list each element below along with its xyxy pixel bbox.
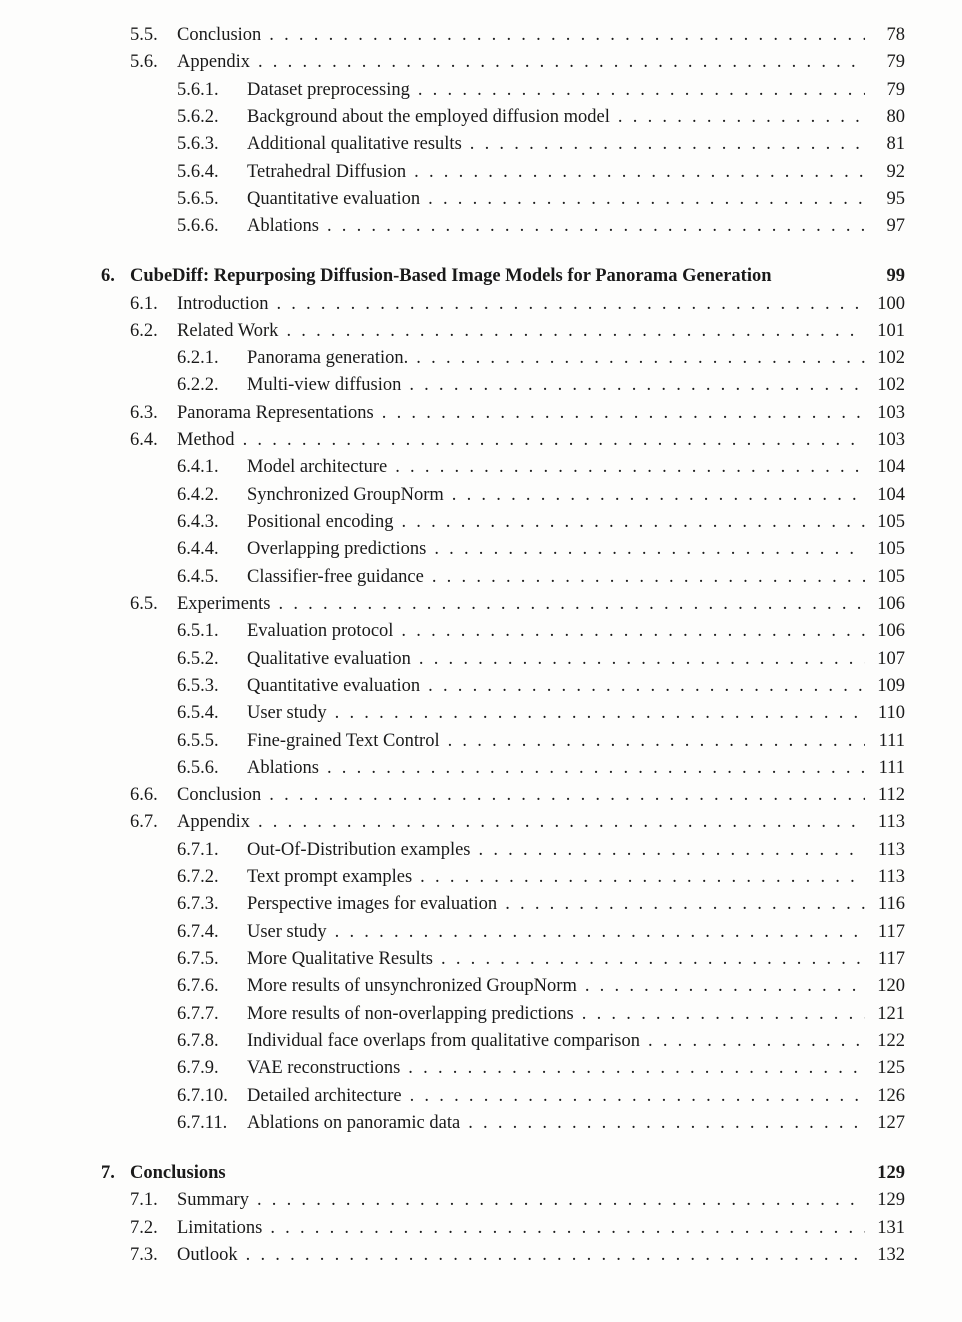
- toc-dot-leader: [582, 1001, 865, 1028]
- toc-dot-leader: [618, 104, 865, 131]
- toc-entry-title: Perspective images for evaluation: [247, 894, 498, 915]
- toc-entry-number: 6.7.11.: [177, 1112, 228, 1133]
- toc-entry-number: 6.5.4.: [177, 703, 219, 724]
- toc-entry-title: Appendix: [177, 812, 250, 833]
- toc-entry-number: 6.5.3.: [177, 675, 219, 696]
- toc-entry-number: 6.7.: [130, 812, 158, 833]
- toc-dot-leader: [401, 509, 865, 536]
- toc-entry[interactable]: [177, 728, 905, 755]
- toc-dot-leader: [441, 946, 865, 973]
- toc-entry[interactable]: [130, 591, 905, 618]
- toc-entry[interactable]: [177, 536, 905, 563]
- toc-entry-number: 5.6.6.: [177, 216, 219, 237]
- toc-entry[interactable]: [130, 400, 905, 427]
- toc-entry-number: 5.5.: [130, 25, 158, 45]
- toc-dot-leader: [270, 1215, 865, 1242]
- toc-entry-number: 6.7.10.: [177, 1085, 228, 1106]
- toc-entry-number: 6.7.4.: [177, 921, 219, 942]
- toc-entry-number: 6.2.1.: [177, 348, 219, 369]
- toc-entry[interactable]: [177, 372, 905, 399]
- toc-entry-page: 121: [877, 1003, 905, 1024]
- toc-dot-leader: [335, 700, 865, 727]
- toc-entry[interactable]: [177, 454, 905, 481]
- toc-entry[interactable]: [177, 946, 905, 973]
- toc-entry-number: 6.5.6.: [177, 757, 219, 778]
- toc-dot-leader: [409, 372, 865, 399]
- toc-entry-title: Quantitative evaluation: [247, 675, 421, 696]
- toc-entry-number: 6.7.5.: [177, 949, 219, 969]
- toc-entry[interactable]: [101, 1160, 905, 1187]
- toc-dot-leader: [448, 728, 865, 755]
- toc-dot-leader: [505, 891, 865, 918]
- toc-entry-title: Individual face overlaps from qualitative comparison: [247, 1030, 640, 1051]
- toc-dot-leader: [258, 49, 865, 76]
- toc-entry[interactable]: [177, 864, 905, 891]
- toc-entry-page: 103: [877, 430, 905, 451]
- toc-entry[interactable]: [177, 1110, 905, 1137]
- toc-dot-leader: [479, 837, 866, 864]
- toc-entry[interactable]: [177, 1055, 905, 1082]
- toc-dot-leader: [258, 809, 865, 836]
- toc-entry-title: More results of non-overlapping predictions: [247, 1003, 574, 1024]
- toc-entry[interactable]: [177, 104, 905, 131]
- toc-entry[interactable]: [177, 77, 905, 104]
- toc-entry-page: 104: [877, 484, 905, 505]
- toc-entry[interactable]: [130, 1187, 905, 1214]
- toc-entry-number: 6.4.: [130, 430, 158, 451]
- toc-dot-leader: [585, 973, 865, 1000]
- toc-entry-number: 7.3.: [130, 1244, 158, 1265]
- toc-entry[interactable]: [177, 755, 905, 782]
- toc-entry[interactable]: [177, 646, 905, 673]
- toc-entry-title: Text prompt examples: [247, 867, 413, 888]
- toc-entry-title: Appendix: [177, 52, 250, 73]
- toc-dot-leader: [414, 159, 865, 186]
- toc-dot-leader: [408, 1055, 865, 1082]
- toc-entry-title: Additional qualitative results: [247, 134, 462, 155]
- toc-entry-page: 81: [886, 134, 905, 155]
- toc-entry-page: 78: [886, 25, 905, 45]
- toc-dot-leader: [419, 646, 865, 673]
- toc-entry-title: Evaluation protocol: [247, 621, 394, 642]
- toc-entry-number: 6.4.5.: [177, 566, 219, 587]
- toc-dot-leader: [410, 1083, 865, 1110]
- toc-entry-title: Detailed architecture: [247, 1085, 402, 1106]
- toc-entry-number: 6.4.1.: [177, 457, 219, 478]
- toc-entry[interactable]: [177, 673, 905, 700]
- toc-entry-number: 6.: [101, 266, 115, 287]
- toc-entry[interactable]: [177, 1001, 905, 1028]
- toc-entry-title: Method: [177, 430, 235, 451]
- toc-entry[interactable]: [177, 891, 905, 918]
- toc-entry-title: Conclusion: [177, 25, 262, 45]
- toc-entry[interactable]: [177, 482, 905, 509]
- toc-dot-leader: [428, 186, 865, 213]
- toc-entry[interactable]: [130, 291, 905, 318]
- toc-entry-number: 6.7.9.: [177, 1058, 219, 1079]
- toc-entry-title: Introduction: [177, 293, 269, 314]
- toc-entry-title: Fine-grained Text Control: [247, 730, 440, 751]
- toc-entry-number: 6.5.5.: [177, 730, 219, 751]
- toc-entry-number: 5.6.: [130, 52, 158, 73]
- toc-entry[interactable]: [177, 345, 905, 372]
- toc-entry-title: Ablations: [247, 216, 319, 237]
- toc-entry-title: Classifier-free guidance: [247, 566, 424, 587]
- toc-entry-page: 102: [877, 348, 905, 369]
- toc-entry-number: 7.1.: [130, 1190, 158, 1211]
- toc-dot-leader: [276, 291, 865, 318]
- toc-entry[interactable]: [130, 427, 905, 454]
- toc-entry-number: 5.6.2.: [177, 106, 219, 127]
- toc-entry[interactable]: [130, 318, 905, 345]
- toc-entry-number: 6.7.7.: [177, 1003, 219, 1024]
- toc-entry-page: 111: [878, 757, 905, 778]
- toc-entry-page: 117: [877, 921, 905, 942]
- toc-entry-number: 6.7.3.: [177, 894, 219, 915]
- toc-entry-title: Qualitative evaluation: [247, 648, 411, 669]
- toc-entry-title: Background about the employed diffusion model: [247, 106, 610, 127]
- toc-entry-number: 6.7.1.: [177, 839, 219, 860]
- toc-entry-page: 110: [877, 703, 905, 724]
- toc-entry-page: 103: [877, 402, 905, 423]
- toc-entry-page: 79: [886, 79, 905, 100]
- toc-dot-leader: [382, 400, 865, 427]
- toc-dot-leader: [401, 618, 865, 645]
- toc-entry[interactable]: [130, 22, 905, 49]
- toc-entry[interactable]: [177, 973, 905, 1000]
- toc-entry-number: 6.6.: [130, 785, 158, 806]
- toc-entry-page: 79: [886, 52, 905, 73]
- toc-dot-leader: [434, 536, 865, 563]
- toc-entry-number: 5.6.4.: [177, 161, 219, 182]
- toc-dot-leader: [246, 1242, 865, 1269]
- toc-dot-leader: [452, 482, 865, 509]
- toc-entry-page: 113: [877, 812, 905, 833]
- toc-dot-leader: [416, 345, 865, 372]
- toc-entry[interactable]: [130, 782, 905, 809]
- toc-entry-title: Conclusion: [177, 785, 262, 806]
- toc-entry-page: 112: [877, 785, 905, 806]
- toc-entry-page: 113: [877, 839, 905, 860]
- toc-dot-leader: [335, 919, 865, 946]
- toc-entry-title: Quantitative evaluation: [247, 188, 421, 209]
- toc-entry-title: Ablations: [247, 757, 319, 778]
- toc-dot-leader: [395, 454, 865, 481]
- toc-entry-page: 105: [877, 539, 905, 560]
- toc-entry[interactable]: [101, 263, 905, 290]
- toc-entry-number: 6.2.: [130, 320, 158, 341]
- toc-entry[interactable]: [177, 186, 905, 213]
- toc-entry-number: 6.5.1.: [177, 621, 219, 642]
- toc-entry-page: 106: [877, 621, 905, 642]
- toc-entry-page: 97: [886, 216, 905, 237]
- toc-entry[interactable]: [177, 1083, 905, 1110]
- toc-entry[interactable]: [177, 564, 905, 591]
- toc-dot-leader: [327, 755, 865, 782]
- toc-entry-page: 100: [877, 293, 905, 314]
- toc-entry-number: 6.4.3.: [177, 512, 219, 532]
- toc-entry-page: 92: [886, 161, 905, 182]
- toc-entry-page: 116: [877, 894, 905, 915]
- toc-entry-title: Out-Of-Distribution examples: [247, 839, 471, 860]
- toc-entry[interactable]: [177, 1028, 905, 1055]
- toc-entry-title: Multi-view diffusion: [247, 375, 402, 396]
- toc-entry-page: 95: [886, 188, 905, 209]
- toc-entry-number: 5.6.3.: [177, 134, 219, 155]
- toc-entry-number: 6.5.2.: [177, 648, 219, 669]
- toc-entry-title: Outlook: [177, 1244, 238, 1265]
- toc-dot-leader: [420, 864, 865, 891]
- toc-dot-leader: [269, 22, 865, 49]
- toc-entry[interactable]: [130, 1215, 905, 1242]
- toc-entry-title: CubeDiff: Repurposing Diffusion-Based Image Models for Panorama Generation: [130, 266, 772, 287]
- toc-entry-number: 6.7.6.: [177, 976, 219, 997]
- toc-entry-page: 111: [878, 730, 905, 751]
- toc-entry-number: 7.: [101, 1162, 115, 1183]
- toc-entry-page: 117: [877, 949, 905, 969]
- toc-entry[interactable]: [130, 49, 905, 76]
- toc-entry-title: Overlapping predictions: [247, 539, 427, 560]
- toc-entry-title: More results of unsynchronized GroupNorm: [247, 976, 577, 997]
- toc-entry-number: 7.2.: [130, 1217, 158, 1238]
- toc-entry-page: 122: [877, 1030, 905, 1051]
- toc-entry[interactable]: [130, 809, 905, 836]
- toc-entry-number: 6.4.2.: [177, 484, 219, 505]
- toc-entry-number: 6.5.: [130, 593, 158, 614]
- toc-entry-title: User study: [247, 703, 327, 724]
- toc-entry-title: Panorama Representations: [177, 402, 374, 423]
- toc-entry-title: Related Work: [177, 320, 279, 341]
- toc-dot-leader: [286, 318, 865, 345]
- toc-entry-title: Tetrahedral Diffusion: [247, 161, 407, 182]
- toc-entry-title: Dataset preprocessing: [247, 79, 410, 100]
- toc-entry-page: 105: [877, 512, 905, 532]
- toc-entry-page: 132: [877, 1244, 905, 1265]
- toc-dot-leader: [327, 213, 865, 240]
- toc-entry[interactable]: [177, 919, 905, 946]
- toc-entry-title: Summary: [177, 1190, 249, 1211]
- toc-entry-number: 6.3.: [130, 402, 158, 423]
- toc-entry[interactable]: [177, 131, 905, 158]
- toc-entry-page: 129: [877, 1190, 905, 1211]
- toc-dot-leader: [648, 1028, 865, 1055]
- toc-entry[interactable]: [177, 837, 905, 864]
- toc-list: [101, 22, 905, 1269]
- toc-entry-page: 113: [877, 867, 905, 888]
- toc-dot-leader: [470, 131, 865, 158]
- toc-entry[interactable]: [177, 618, 905, 645]
- toc-entry-page: 99: [886, 266, 905, 287]
- toc-entry-title: Ablations on panoramic data: [247, 1112, 461, 1133]
- toc-entry-title: Synchronized GroupNorm: [247, 484, 444, 505]
- toc-entry-title: Model architecture: [247, 457, 388, 478]
- toc-entry-page: 80: [886, 106, 905, 127]
- toc-entry-page: 125: [877, 1058, 905, 1079]
- toc-dot-leader: [418, 77, 865, 104]
- toc-dot-leader: [257, 1187, 865, 1214]
- toc-entry-number: 5.6.5.: [177, 188, 219, 209]
- toc-dot-leader: [432, 564, 865, 591]
- toc-entry[interactable]: [130, 1242, 905, 1269]
- toc-entry-title: Experiments: [177, 593, 271, 614]
- toc-entry-title: Limitations: [177, 1217, 263, 1238]
- toc-entry-page: 126: [877, 1085, 905, 1106]
- toc-entry-title: Panorama generation.: [247, 348, 409, 369]
- toc-entry-page: 101: [877, 320, 905, 341]
- toc-entry-page: 107: [877, 648, 905, 669]
- toc-entry-page: 104: [877, 457, 905, 478]
- toc-entry-page: 127: [877, 1112, 905, 1133]
- toc-entry-number: 6.2.2.: [177, 375, 219, 396]
- toc-entry-page: 120: [877, 976, 905, 997]
- toc-entry-page: 109: [877, 675, 905, 696]
- toc-entry-title: VAE reconstructions: [247, 1058, 401, 1079]
- toc-entry-number: 6.1.: [130, 293, 158, 314]
- toc-entry-title: User study: [247, 921, 327, 942]
- toc-entry-number: 5.6.1.: [177, 79, 219, 100]
- toc-entry-title: Positional encoding: [247, 512, 394, 532]
- toc-dot-leader: [269, 782, 865, 809]
- toc-dot-leader: [243, 427, 865, 454]
- toc-entry-number: 6.4.4.: [177, 539, 219, 560]
- toc-entry-number: 6.7.8.: [177, 1030, 219, 1051]
- toc-entry-title: Conclusions: [130, 1162, 226, 1183]
- toc-entry-number: 6.7.2.: [177, 867, 219, 888]
- toc-entry-page: 129: [877, 1162, 905, 1183]
- toc-dot-leader: [428, 673, 865, 700]
- toc-entry[interactable]: [177, 159, 905, 186]
- toc-entry-page: 106: [877, 593, 905, 614]
- toc-entry-page: 102: [877, 375, 905, 396]
- toc-entry[interactable]: [177, 700, 905, 727]
- toc-entry-page: 105: [877, 566, 905, 587]
- toc-dot-leader: [279, 591, 865, 618]
- toc-dot-leader: [468, 1110, 865, 1137]
- toc-entry[interactable]: [177, 509, 905, 536]
- toc-entry-title: More Qualitative Results: [247, 949, 433, 969]
- toc-entry[interactable]: [177, 213, 905, 240]
- toc-entry-page: 131: [877, 1217, 905, 1238]
